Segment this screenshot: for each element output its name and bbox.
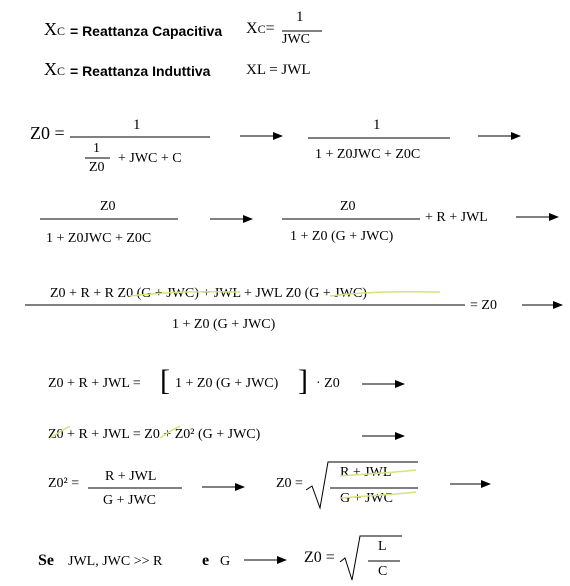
highlight-stroke: [340, 492, 416, 498]
row1-numerator: 1: [133, 117, 141, 133]
row6-z0: Z0 =: [276, 476, 303, 491]
highlight-stroke: [330, 292, 440, 296]
highlight-stroke: [340, 470, 416, 476]
row3-numerator: Z0 + R + R Z0 (G + JWC) + JWL + JWL Z0 (G + JWC): [50, 286, 367, 301]
row3-rhs: = Z0: [470, 298, 497, 313]
xc-eq-label: XC=: [246, 20, 275, 37]
row5-equation: Z0 + R + JWL = Z0 + Z0² (G + JWC): [48, 427, 261, 442]
xc-numerator: 1: [296, 9, 304, 25]
row2-numerator-2: Z0: [340, 199, 356, 214]
condition-se: Se: [38, 552, 54, 569]
condition-g: G: [220, 554, 231, 569]
row7-z0: Z0 =: [304, 549, 335, 566]
close-bracket: ]: [298, 364, 308, 397]
row1-inner-num: 1: [93, 141, 100, 156]
row1-denominator-2: 1 + Z0JWC + Z0C: [315, 147, 421, 162]
condition-text: JWL, JWC >> R: [68, 554, 163, 569]
z0-label: Z0 =: [30, 123, 65, 143]
row6-root-numerator: R + JWL: [340, 465, 392, 480]
row1-tail: + JWC + C: [118, 151, 182, 166]
row6-lhs: Z0² =: [48, 476, 80, 491]
row6-denominator: G + JWC: [103, 493, 157, 508]
xc-symbol: XC: [44, 19, 66, 39]
row6-radical: [306, 462, 418, 508]
open-bracket: [: [160, 364, 170, 397]
row4-rhs: · Z0: [316, 376, 340, 391]
condition-e: e: [202, 552, 210, 569]
row7-radical: [340, 536, 402, 580]
xl-equation: XL = JWL: [246, 62, 311, 78]
xc-definition: = Reattanza Capacitiva: [70, 23, 223, 39]
row2-numerator: Z0: [100, 199, 116, 214]
row4-lhs: Z0 + R + JWL =: [48, 376, 141, 391]
row2-denominator-2: 1 + Z0 (G + JWC): [290, 229, 394, 244]
row1-numerator-2: 1: [373, 117, 381, 133]
row6-root-denominator: G + JWC: [340, 491, 394, 506]
row7-root-numerator: L: [378, 539, 387, 554]
xl-symbol: XC: [44, 59, 66, 79]
row2-tail: + R + JWL: [425, 210, 488, 225]
row3-denominator: 1 + Z0 (G + JWC): [172, 317, 276, 332]
xl-definition: = Reattanza Induttiva: [70, 63, 211, 79]
highlight-stroke: [130, 292, 240, 296]
highlight-stroke: [160, 426, 180, 438]
xc-denominator: JWC: [282, 32, 310, 47]
row1-inner-den: Z0: [89, 160, 105, 175]
row2-denominator: 1 + Z0JWC + Z0C: [46, 231, 152, 246]
highlight-stroke: [50, 426, 70, 438]
row7-root-denominator: C: [378, 564, 388, 579]
row4-bracket-content: 1 + Z0 (G + JWC): [175, 376, 279, 391]
row6-numerator: R + JWL: [105, 469, 157, 484]
